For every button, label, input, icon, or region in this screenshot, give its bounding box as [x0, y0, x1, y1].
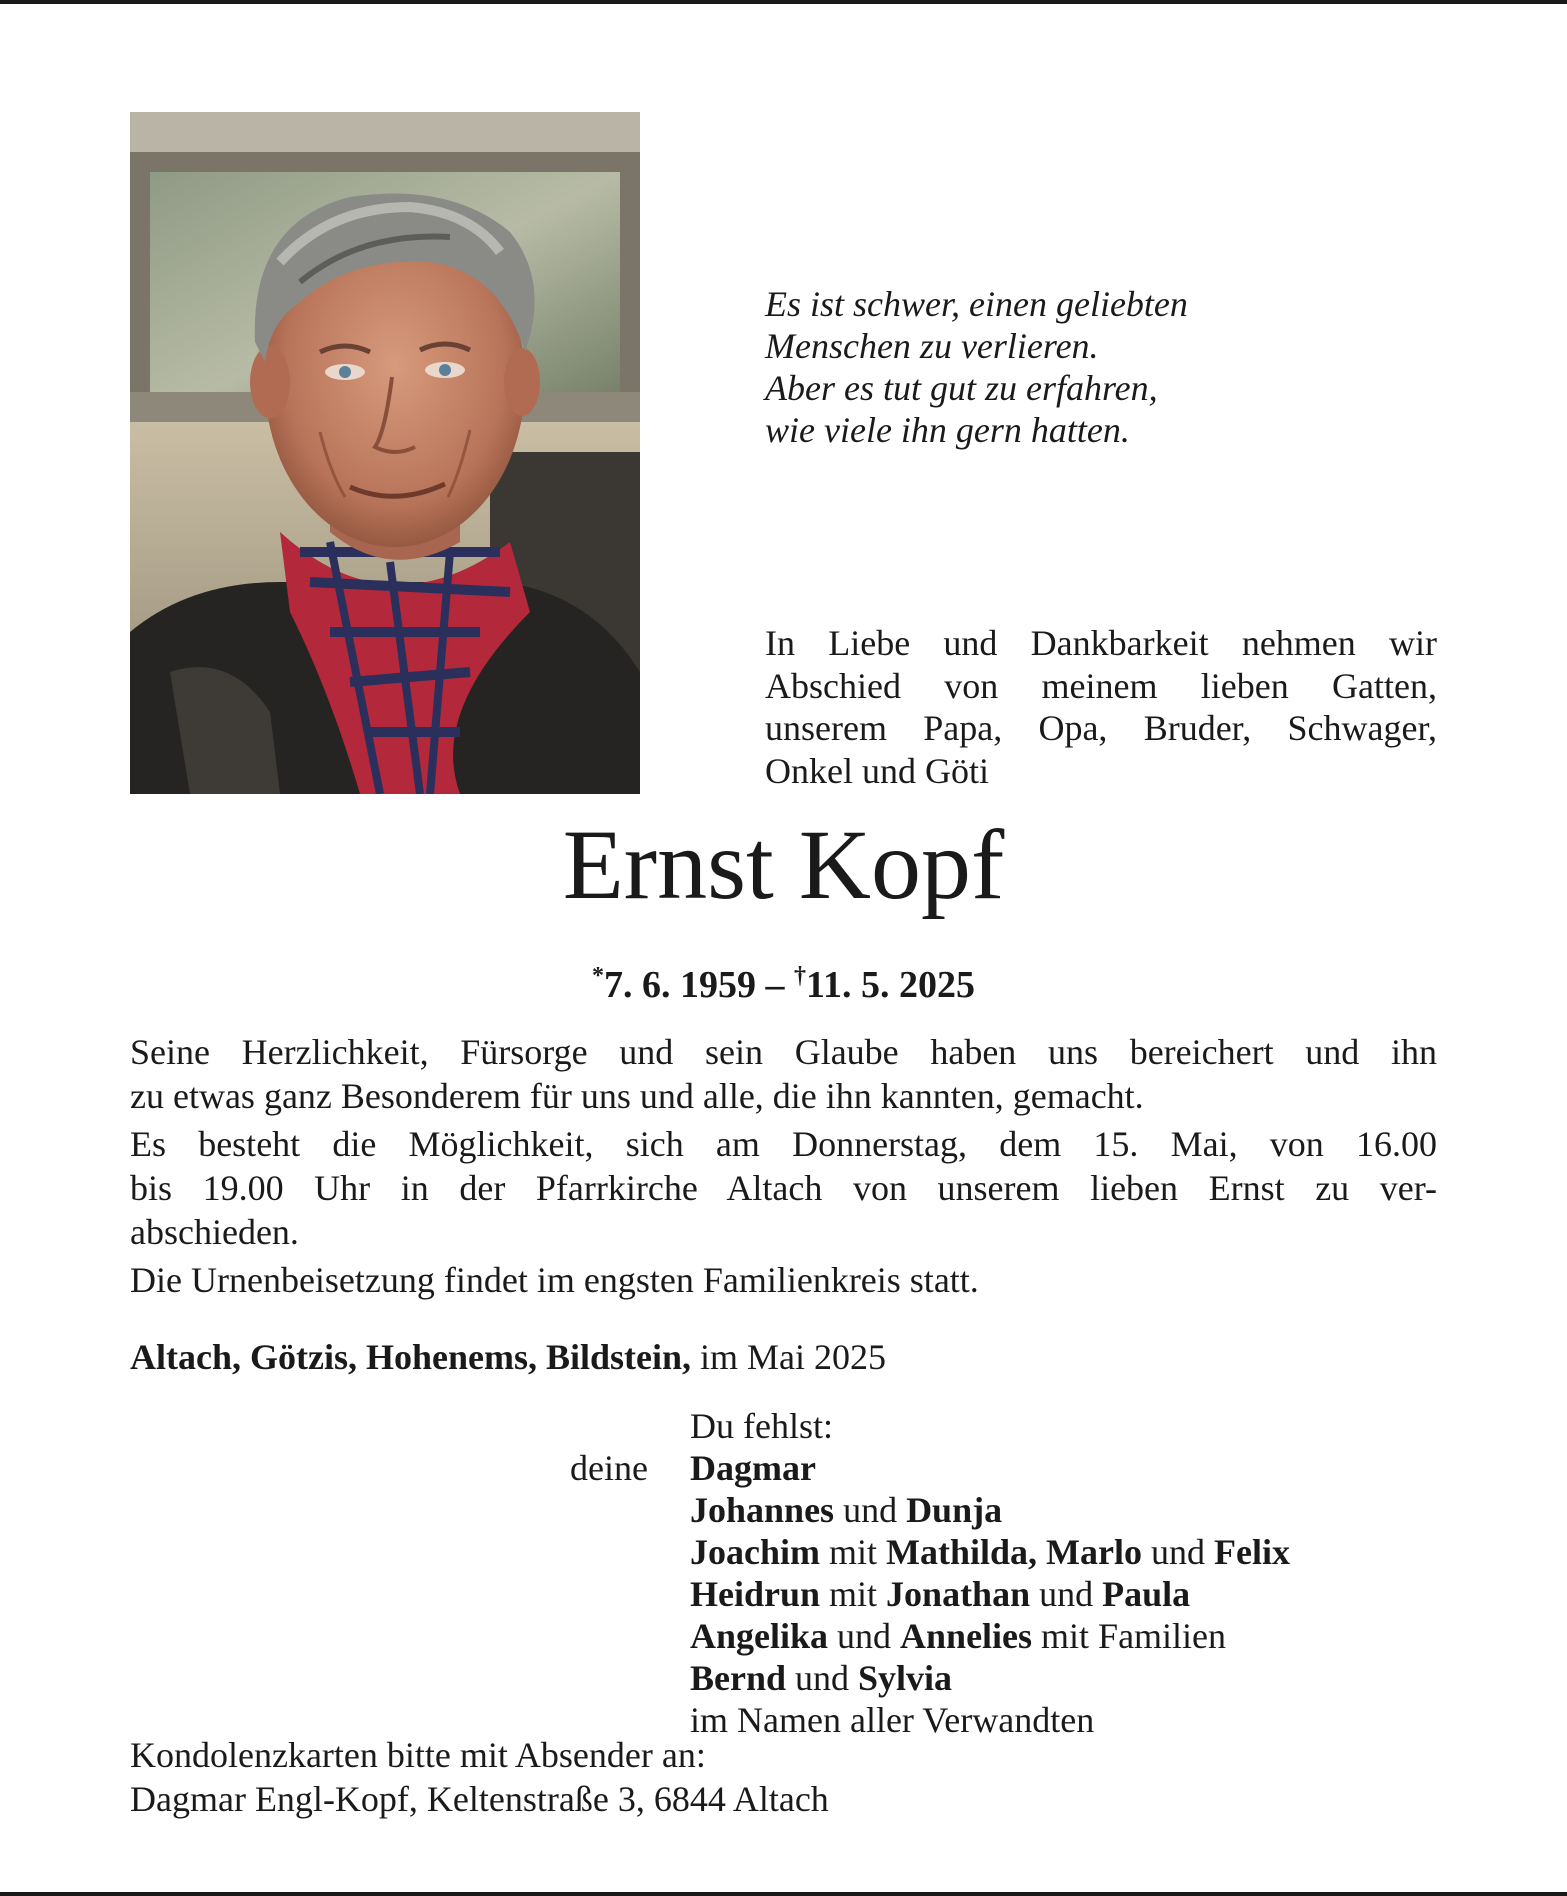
condolence-instruction: Kondolenzkarten bitte mit Absender an: — [130, 1735, 706, 1775]
mourner-name: Heidrun — [690, 1574, 821, 1614]
month-year: im Mai 2025 — [700, 1337, 887, 1377]
condolence-address — [130, 1733, 829, 1821]
mourner-name: Jonathan — [886, 1574, 1031, 1614]
paragraph-line: bis 19.00 Uhr in der Pfarrkirche Altach von unserem lieben Ernst zu ver- — [130, 1168, 1437, 1208]
quote-line: wie viele ihn gern hatten. — [765, 410, 1130, 450]
mourner-line — [690, 1573, 1290, 1615]
quote-block — [765, 283, 1465, 451]
paragraph-line: abschieden. — [130, 1212, 299, 1252]
intro-line: In Liebe und Dankbarkeit nehmen wir — [765, 623, 1437, 663]
date-separator: – — [765, 964, 785, 1006]
conjunction: und — [843, 1490, 898, 1530]
paragraph-line: Es besteht die Möglichkeit, sich am Donnerstag, dem 15. Mai, von 16.00 — [130, 1124, 1437, 1164]
mourners-block — [570, 1405, 1290, 1741]
paragraph-line: Die Urnenbeisetzung findet im engsten Familienkreis statt. — [130, 1260, 979, 1300]
portrait-photo — [130, 112, 640, 794]
conjunction: mit — [829, 1574, 878, 1614]
mourner-name: Dunja — [906, 1490, 1003, 1530]
deceased-name: Ernst Kopf — [562, 809, 1005, 920]
conjunction: mit — [829, 1532, 878, 1572]
intro-line: unserem Papa, Opa, Bruder, Schwager, — [765, 708, 1437, 748]
mourner-name: Bernd — [690, 1658, 787, 1698]
mourner-name: Joachim — [690, 1532, 820, 1572]
mourner-name: Angelika — [690, 1616, 829, 1656]
conjunction: und — [1151, 1532, 1205, 1572]
mourner-name: Sylvia — [858, 1658, 953, 1698]
paragraph-line: Seine Herzlichkeit, Fürsorge und sein Glaube haben uns bereichert und ihn — [130, 1032, 1437, 1072]
mourner-name: Annelies — [900, 1616, 1033, 1656]
mourner-name: Johannes — [690, 1490, 835, 1530]
mourners-closing: im Namen aller Verwandten — [690, 1700, 1095, 1740]
mourner-name: Mathilda, Marlo — [886, 1532, 1142, 1572]
death-date: 11. 5. 2025 — [806, 964, 975, 1006]
mourner-line — [690, 1489, 1290, 1531]
mourner-line — [690, 1657, 1290, 1699]
mourner-name: Dagmar — [690, 1448, 816, 1488]
paragraph-line: zu etwas ganz Besonderem für uns und alle, die ihn kannten, gemacht. — [130, 1076, 1144, 1116]
paragraph-2 — [130, 1122, 1437, 1254]
life-dates — [0, 952, 1567, 1009]
mourner-line — [690, 1531, 1290, 1573]
birth-date: 7. 6. 1959 — [604, 964, 757, 1006]
death-symbol: † — [794, 963, 807, 989]
paragraph-1 — [130, 1030, 1437, 1118]
conjunction: und — [1039, 1574, 1094, 1614]
mourners-prefix: deine — [570, 1448, 648, 1488]
mourner-name: Felix — [1214, 1532, 1290, 1572]
mourner-line — [690, 1615, 1290, 1657]
body-text — [130, 1030, 1437, 1306]
mourner-name: Paula — [1102, 1574, 1191, 1614]
mourners-heading: Du fehlst: — [690, 1406, 833, 1446]
intro-line: Onkel und Göti — [765, 750, 989, 791]
condolence-address-line: Dagmar Engl-Kopf, Keltenstraße 3, 6844 Altach — [130, 1779, 829, 1819]
intro-line: Abschied von meinem lieben Gatten, — [765, 665, 1437, 706]
paragraph-3 — [130, 1258, 1437, 1302]
conjunction: mit Familien — [1041, 1616, 1227, 1656]
place-and-date — [130, 1335, 886, 1379]
quote-line: Aber es tut gut zu erfahren, — [765, 368, 1158, 408]
intro-block — [765, 622, 1437, 792]
towns: Altach, Götzis, Hohenems, Bildstein, — [130, 1337, 692, 1377]
birth-symbol: * — [592, 963, 605, 989]
conjunction: und — [795, 1658, 850, 1698]
portrait-image — [130, 112, 640, 794]
quote-line: Es ist schwer, einen geliebten — [765, 284, 1188, 324]
conjunction: und — [837, 1616, 892, 1656]
quote-line: Menschen zu verlieren. — [765, 326, 1099, 366]
mourner-line — [690, 1447, 1290, 1489]
